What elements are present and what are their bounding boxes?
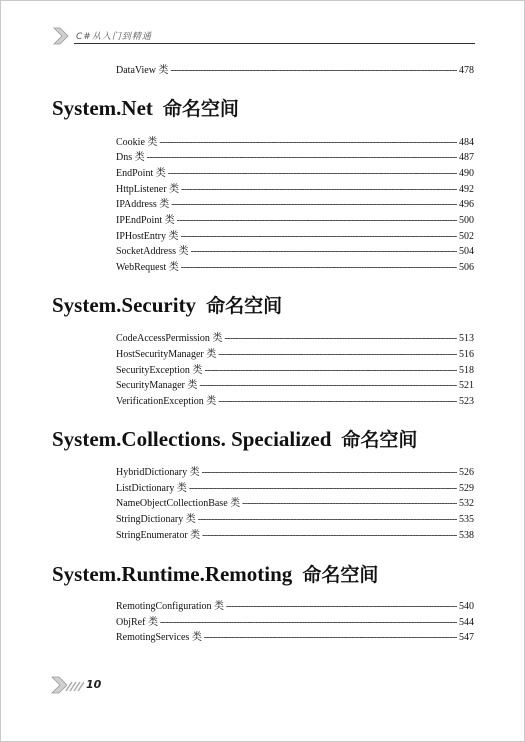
toc-leader: [160, 616, 457, 630]
toc-entry-name: Cookie 类: [116, 137, 158, 148]
toc-entry-name: StringDictionary 类: [116, 514, 196, 525]
toc-entry: [116, 151, 474, 165]
toc-entry-name: VerificationException 类: [116, 396, 217, 407]
toc-leader: [181, 261, 457, 275]
namespace-suffix: 命名空间: [341, 429, 418, 451]
toc-entry-name: SocketAddress 类: [116, 246, 189, 257]
toc-entry: [116, 616, 474, 630]
toc-entry: [116, 600, 474, 614]
toc-entry: [116, 529, 474, 543]
toc-entry-page: 504: [459, 246, 474, 257]
namespace-suffix: 命名空间: [302, 564, 379, 586]
toc-entry-page: 490: [459, 168, 474, 179]
toc-entry-page: 521: [459, 380, 474, 391]
toc-leader: [191, 245, 458, 259]
toc-entry: [116, 482, 474, 496]
section-heading: [52, 560, 378, 586]
toc-entry: [116, 214, 474, 228]
toc-entry-page: 513: [459, 333, 474, 344]
namespace-name: System.Net: [52, 96, 153, 120]
namespace-name: System.Collections. Specialized: [52, 427, 332, 451]
section-heading: [52, 94, 239, 120]
toc-entry-page: 526: [459, 467, 474, 478]
toc-entry-name: SecurityException 类: [116, 365, 203, 376]
toc-entry-name: EndPoint 类: [116, 168, 166, 179]
toc-entry: [116, 136, 474, 150]
namespace-suffix: 命名空间: [162, 98, 239, 120]
toc-entry: [116, 167, 474, 181]
toc-leader: [181, 183, 457, 197]
toc-entry: [116, 631, 474, 645]
toc-entry: [116, 183, 474, 197]
toc-entry-name: SecurityManager 类: [116, 380, 198, 391]
toc-leader: [170, 64, 457, 78]
toc-entry-name: StringEnumerator 类: [116, 530, 201, 541]
toc-leader: [242, 497, 457, 511]
toc-entry-page: 484: [459, 137, 474, 148]
toc-entry-name: ObjRef 类: [116, 617, 158, 628]
header-title: C#从入门到精通: [76, 32, 152, 42]
toc-entry: [116, 513, 474, 527]
footer-chevron-icon: [50, 674, 84, 696]
toc-leader: [218, 348, 457, 362]
toc-leader: [159, 136, 457, 150]
toc-entry-name: RemotingConfiguration 类: [116, 601, 225, 612]
toc-entry: [116, 230, 474, 244]
toc-leader: [198, 513, 457, 527]
toc-entry-name: Dns 类: [116, 152, 145, 163]
toc-entry-page: 540: [459, 601, 474, 612]
toc-entry-name: CodeAccessPermission 类: [116, 333, 223, 344]
toc-leader: [189, 482, 457, 496]
toc-leader: [202, 466, 457, 480]
toc-entry: [116, 64, 474, 78]
toc-entry-name: HttpListener 类: [116, 184, 180, 195]
toc-entry-name: IPHostEntry 类: [116, 231, 179, 242]
toc-entry: [116, 261, 474, 275]
toc-entry-page: 496: [459, 199, 474, 210]
toc-leader: [202, 529, 457, 543]
toc-entry-name: ListDictionary 类: [116, 483, 187, 494]
toc-leader: [168, 167, 457, 181]
toc-leader: [204, 631, 457, 645]
toc-leader: [199, 379, 457, 393]
header-chevron-icon: [52, 26, 74, 46]
toc-entry-page: 506: [459, 262, 474, 273]
toc-entry-page: 532: [459, 498, 474, 509]
toc-entry-page: 500: [459, 215, 474, 226]
toc-entry-name: WebRequest 类: [116, 262, 179, 273]
toc-entry: [116, 245, 474, 259]
toc-entry-page: 492: [459, 184, 474, 195]
toc-entry: [116, 198, 474, 212]
toc-entry-name: IPAddress 类: [116, 199, 170, 210]
toc-entry-name: NameObjectCollectionBase 类: [116, 498, 241, 509]
toc-entry: [116, 332, 474, 346]
toc-entry-page: 529: [459, 483, 474, 494]
toc-leader: [204, 364, 457, 378]
toc-leader: [224, 332, 457, 346]
toc-leader: [171, 198, 457, 212]
toc-entry-page: 502: [459, 231, 474, 242]
running-header: [52, 26, 475, 46]
toc-entry-page: 523: [459, 396, 474, 407]
toc-leader: [218, 395, 457, 409]
toc-entry-page: 547: [459, 632, 474, 643]
toc-entry: [116, 466, 474, 480]
toc-leader: [147, 151, 457, 165]
toc-entry: [116, 379, 474, 393]
toc-entry: [116, 364, 474, 378]
namespace-suffix: 命名空间: [206, 295, 283, 317]
toc-entry-name: HybridDictionary 类: [116, 467, 200, 478]
toc-entry-page: 518: [459, 365, 474, 376]
toc-leader: [181, 230, 458, 244]
toc-entry-page: 487: [459, 152, 474, 163]
toc-entry-page: 516: [459, 349, 474, 360]
toc-entry-page: 535: [459, 514, 474, 525]
namespace-name: System.Runtime.Remoting: [52, 562, 293, 586]
page-number: 10: [86, 678, 102, 691]
toc-entry-name: DataView 类: [116, 65, 169, 76]
toc-entry-page: 478: [459, 65, 474, 76]
toc-entry: [116, 395, 474, 409]
section-heading: [52, 291, 282, 317]
toc-entry: [116, 497, 474, 511]
toc-leader: [177, 214, 457, 228]
header-rule: [74, 43, 475, 44]
namespace-name: System.Security: [52, 293, 197, 317]
toc-entry-name: RemotingServices 类: [116, 632, 202, 643]
toc-entry-page: 544: [459, 617, 474, 628]
page-footer: [50, 674, 130, 696]
toc-entry-name: IPEndPoint 类: [116, 215, 175, 226]
section-heading: [52, 425, 417, 451]
toc-leader: [226, 600, 457, 614]
toc-entry: [116, 348, 474, 362]
toc-entry-page: 538: [459, 530, 474, 541]
toc-entry-name: HostSecurityManager 类: [116, 349, 217, 360]
